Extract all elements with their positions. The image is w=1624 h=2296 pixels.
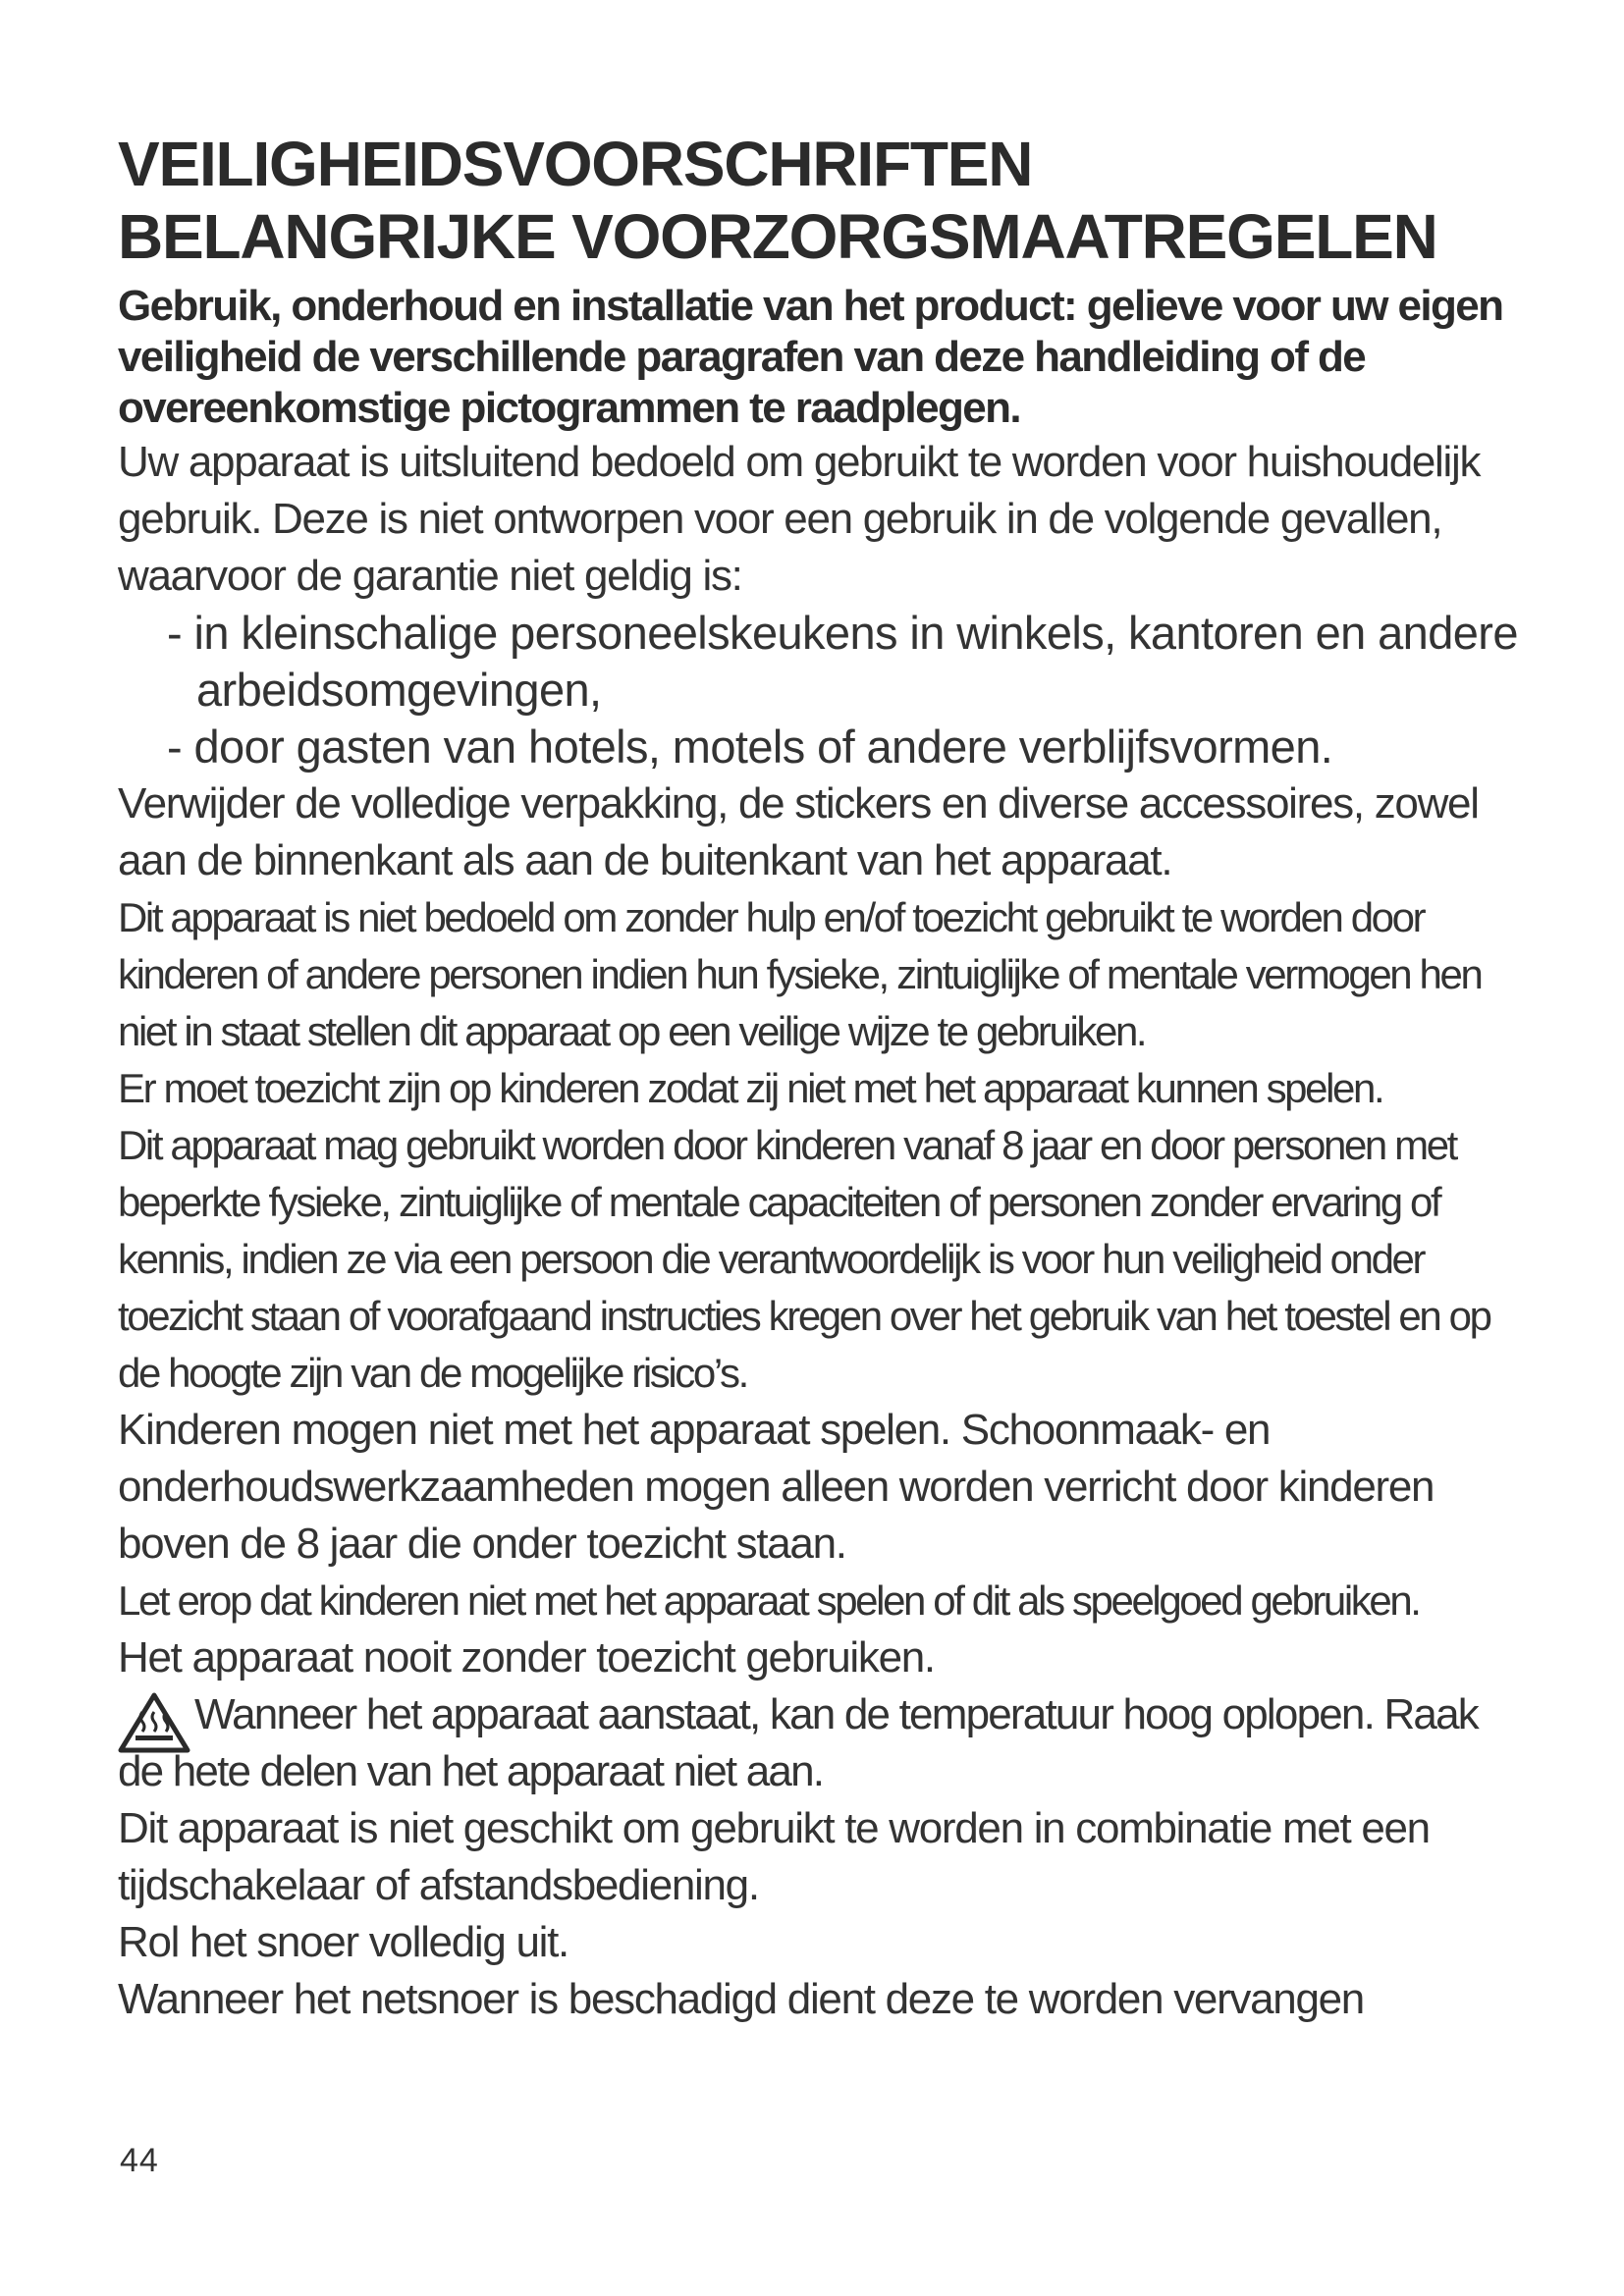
page-title — [118, 128, 1532, 273]
hot-surface-paragraph: Wanneer het apparaat aanstaat, kan de temperatuur hoog oplopen. Raak de hete delen van het apparaat niet aan. — [118, 1690, 1478, 1795]
packaging-paragraph: Verwijder de volledige verpakking, de stickers en diverse accessoires, zowel aan de binnenkant als aan de buitenkant van het apparaat. — [118, 779, 1479, 884]
title-line-2: BELANGRIJKE VOORZORGSMAATREGELEN — [118, 201, 1437, 272]
hot-surface-warning-icon — [118, 1692, 190, 1753]
hot-surface-warning — [118, 1686, 1532, 1800]
damaged-cord-paragraph: Wanneer het netsnoer is beschadigd dient deze te worden vervangen — [118, 1975, 1364, 2023]
page-number: 44 — [120, 2142, 159, 2179]
household-use-paragraph: Uw apparaat is uitsluitend bedoeld om gebruikt te worden voor huishoudelijk gebruik. Deze is niet ontworpen voor een gebruik in de volgende gevallen, waarvoor de garantie niet geldig is: — [118, 438, 1481, 600]
document-body — [118, 128, 1532, 2028]
unattended-paragraph: Het apparaat nooit zonder toezicht gebruiken. — [118, 1633, 935, 1682]
bullet-staff-kitchens: - in kleinschalige personeelskeukens in winkels, kantoren en andere arbeidsomgevingen, — [167, 607, 1518, 716]
children-8-paragraph: Dit apparaat mag gebruikt worden door kinderen vanaf 8 jaar en door personen met beperkte fysieke, zintuiglijke of mentale capaciteiten of personen zonder ervaring of kennis, indien ze via een persoon die verantwoordelijk is voor hun veiligheid onder toezicht staan of voorafgaand instructies kregen over het gebruik van het toestel en op de hoogte zijn van de mogelijke risico’s. — [118, 1122, 1490, 1396]
toy-paragraph: Let erop dat kinderen niet met het apparaat spelen of dit als speelgoed gebruiken. — [118, 1577, 1420, 1624]
intro-paragraph: Gebruik, onderhoud en installatie van het product: gelieve voor uw eigen veiligheid de verschillende paragrafen van deze handleiding of de overeenkomstige pictogrammen te raadplegen. — [118, 282, 1503, 432]
timer-paragraph: Dit apparaat is niet geschikt om gebruikt te worden in combinatie met een tijdschakelaar of afstandsbediening. — [118, 1804, 1430, 1909]
children-play-paragraph: Kinderen mogen niet met het apparaat spelen. Schoonmaak- en onderhoudswerkzaamheden mogen alleen worden verricht door kinderen boven de 8 jaar die onder toezicht staan. — [118, 1406, 1435, 1568]
supervision-paragraph: Er moet toezicht zijn op kinderen zodat zij niet met het apparaat kunnen spelen. — [118, 1065, 1383, 1111]
bullet-hotel-guests: - door gasten van hotels, motels of andere verblijfsvormen. — [167, 721, 1333, 773]
title-line-1: VEILIGHEIDSVOORSCHRIFTEN — [118, 129, 1033, 199]
cord-paragraph: Rol het snoer volledig uit. — [118, 1918, 568, 1966]
not-intended-paragraph: Dit apparaat is niet bedoeld om zonder hulp en/of toezicht gebruikt te worden door kinderen of andere personen indien hun fysieke, zintuiglijke of mentale vermogen hen niet in staat stellen dit apparaat op een veilige wijze te gebruiken. — [118, 894, 1482, 1054]
